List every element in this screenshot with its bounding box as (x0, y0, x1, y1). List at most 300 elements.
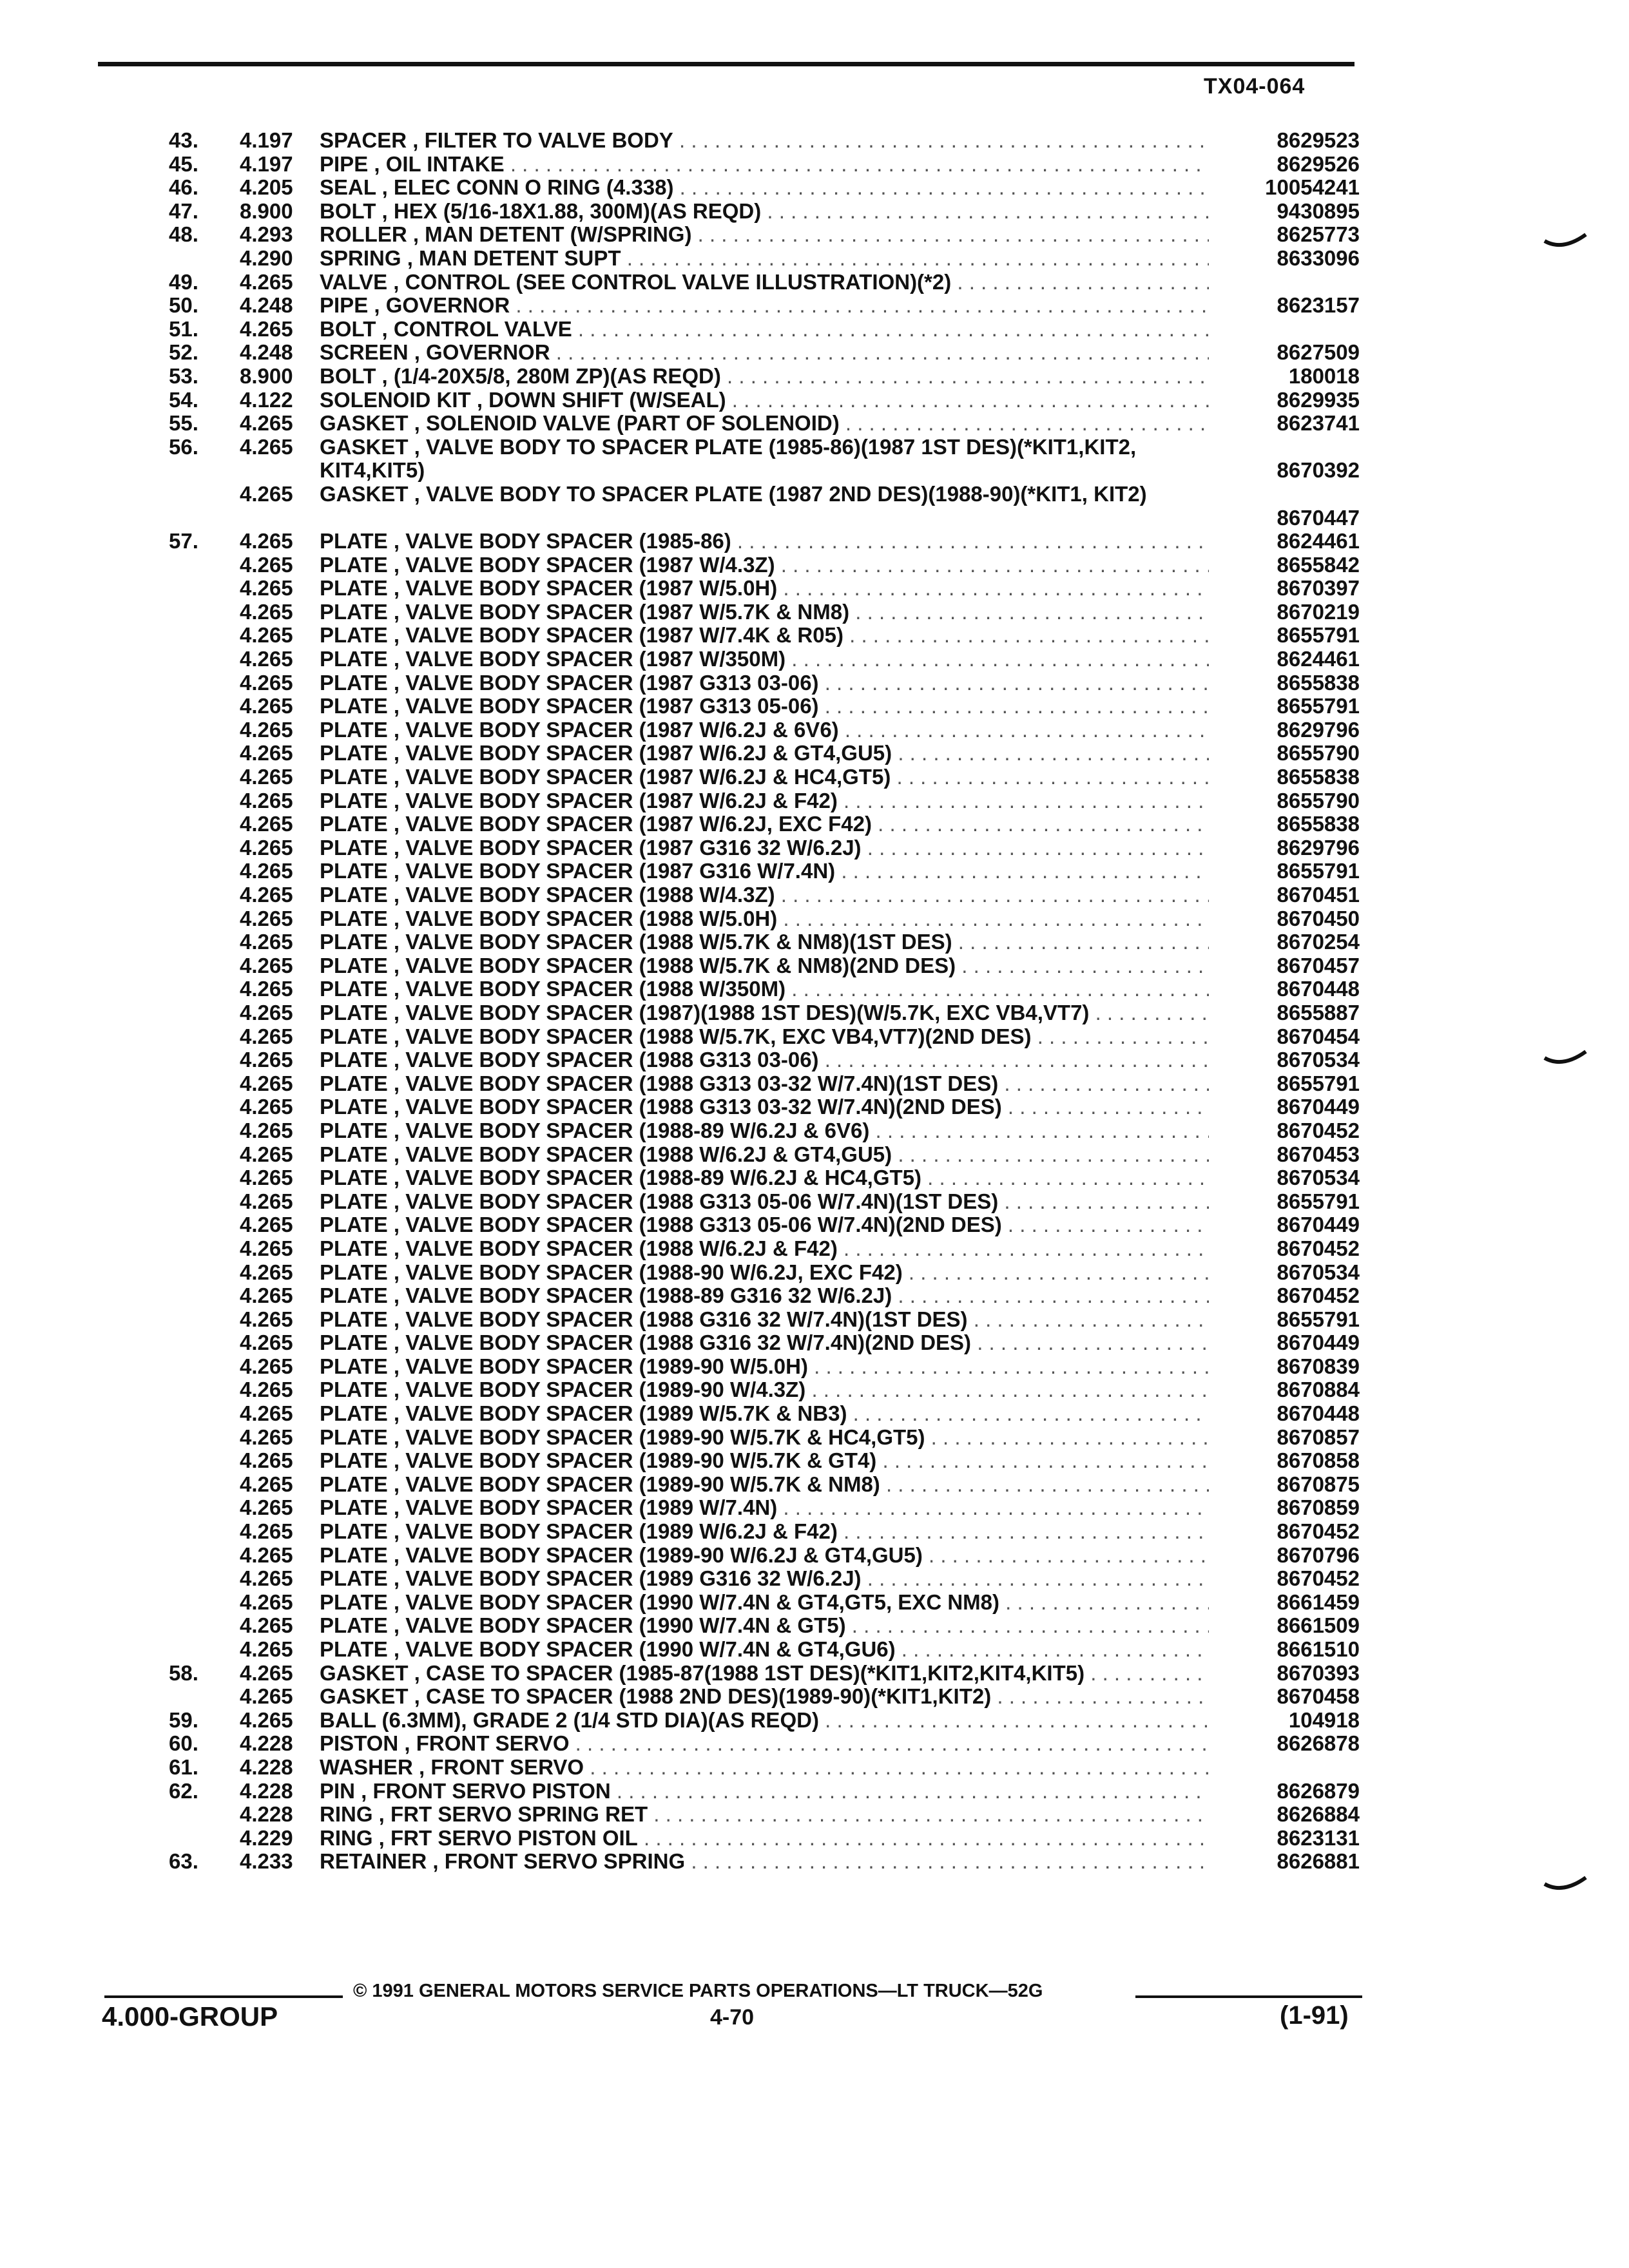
part-description: PLATE , VALVE BODY SPACER (1987 W/6.2J & GT4,GU5) . . . (320, 742, 1209, 765)
part-description: SOLENOID KIT , DOWN SHIFT (W/SEAL) . . . (320, 389, 1209, 412)
part-description: VALVE , CONTROL (SEE CONTROL VALVE ILLUSTRATION)(*2) . . . (320, 271, 1209, 294)
parts-row (0, 930, 1629, 954)
top-rule (98, 62, 1354, 66)
group-number: 4.229 (240, 1825, 293, 1850)
group-number: 4.122 (240, 387, 293, 412)
part-description: RING , FRT SERVO SPRING RET . . . (320, 1803, 1209, 1827)
group-number: 4.265 (240, 741, 293, 765)
part-description: PLATE , VALVE BODY SPACER (1988-89 W/6.2J & HC4,GT5) . . . (320, 1166, 1209, 1190)
part-description: WASHER , FRONT SERVO . . . (320, 1756, 1209, 1780)
group-number: 4.265 (240, 576, 293, 601)
part-number: 8670452 (1277, 1519, 1360, 1544)
part-number: 8655791 (1277, 623, 1360, 648)
part-number: 104918 (1288, 1707, 1360, 1732)
group-number: 4.265 (240, 1707, 293, 1732)
ref-number: 62. (169, 1778, 198, 1803)
parts-row (0, 907, 1629, 931)
part-number: 8661509 (1277, 1613, 1360, 1638)
part-number: 8625773 (1277, 222, 1360, 247)
parts-row (0, 1614, 1629, 1638)
group-number: 4.265 (240, 1283, 293, 1308)
group-number: 4.265 (240, 1613, 293, 1638)
part-description: RING , FRT SERVO PISTON OIL . . . (320, 1827, 1209, 1850)
part-description: PLATE , VALVE BODY SPACER (1987 W/6.2J, EXC F42) . . . (320, 812, 1209, 836)
group-number: 4.265 (240, 812, 293, 836)
parts-row (0, 553, 1629, 577)
part-number: 8670458 (1277, 1684, 1360, 1709)
part-number: 8623157 (1277, 293, 1360, 318)
part-description: PIPE , GOVERNOR . . . (320, 294, 1209, 318)
group-number: 4.265 (240, 1331, 293, 1355)
part-description: BOLT , (1/4-20X5/8, 280M ZP)(AS REQD) . . . (320, 365, 1209, 389)
group-number: 4.265 (240, 1307, 293, 1331)
parts-row (0, 789, 1629, 813)
parts-row (0, 176, 1629, 200)
part-number: 8629523 (1277, 128, 1360, 152)
part-description: PLATE , VALVE BODY SPACER (1990 W/7.4N & GT5) . . . (320, 1614, 1209, 1638)
part-description: PLATE , VALVE BODY SPACER (1987)(1988 1ST DES)(W/5.7K, EXC VB4,VT7) . . . (320, 1001, 1209, 1025)
parts-row (0, 318, 1629, 341)
part-description: PLATE , VALVE BODY SPACER (1989 G316 32 W/6.2J) . . . (320, 1567, 1209, 1591)
group-number: 4.265 (240, 529, 293, 553)
parts-row (0, 1237, 1629, 1261)
ref-number: 52. (169, 340, 198, 365)
part-description: PLATE , VALVE BODY SPACER (1989-90 W/5.7K & HC4,GT5) . . . (320, 1426, 1209, 1450)
part-description: PLATE , VALVE BODY SPACER (1988 G313 03-32 W/7.4N)(2ND DES) . . . (320, 1095, 1209, 1119)
parts-row (0, 294, 1629, 318)
group-number: 4.197 (240, 151, 293, 176)
part-number: 8670453 (1277, 1142, 1360, 1166)
part-number: 8670859 (1277, 1495, 1360, 1520)
group-number: 4.265 (240, 1000, 293, 1024)
part-number: 8629935 (1277, 387, 1360, 412)
group-number: 4.293 (240, 222, 293, 247)
group-number: 4.228 (240, 1754, 293, 1779)
part-description: PLATE , VALVE BODY SPACER (1987 W/7.4K & R05) . . . (320, 624, 1209, 648)
group-number: 4.265 (240, 434, 293, 459)
group-number: 4.205 (240, 175, 293, 200)
footer-page-number: 4-70 (710, 2005, 755, 2030)
parts-row (0, 977, 1629, 1001)
parts-row (0, 1025, 1629, 1049)
group-number: 4.265 (240, 1684, 293, 1709)
ref-number: 55. (169, 411, 198, 436)
parts-row (0, 1308, 1629, 1332)
parts-row (0, 1780, 1629, 1803)
group-number: 4.265 (240, 1495, 293, 1520)
group-number: 4.265 (240, 1142, 293, 1166)
part-number: 8670839 (1277, 1354, 1360, 1378)
part-number: 8670534 (1277, 1260, 1360, 1284)
part-description: PLATE , VALVE BODY SPACER (1987 W/6.2J & 6V6) . . . (320, 718, 1209, 742)
parts-row (0, 601, 1629, 624)
part-description: PLATE , VALVE BODY SPACER (1988 G313 03-32 W/7.4N)(1ST DES) . . . (320, 1072, 1209, 1096)
part-description: PLATE , VALVE BODY SPACER (1990 W/7.4N & GT4,GU6) . . . (320, 1638, 1209, 1662)
part-description: PLATE , VALVE BODY SPACER (1988 W/5.7K & NM8)(2ND DES) . . . (320, 954, 1209, 978)
parts-row (0, 1496, 1629, 1520)
ref-number: 43. (169, 128, 198, 152)
group-number: 4.265 (240, 1448, 293, 1473)
parts-row (0, 883, 1629, 907)
ref-number: 57. (169, 529, 198, 553)
part-description: PLATE , VALVE BODY SPACER (1988 W/350M) . . . (320, 977, 1209, 1001)
group-number: 4.265 (240, 1519, 293, 1544)
part-number: 8633096 (1277, 245, 1360, 270)
group-number: 4.265 (240, 647, 293, 671)
parts-row (0, 1426, 1629, 1450)
parts-row (0, 1567, 1629, 1591)
group-number: 4.265 (240, 1590, 293, 1614)
group-number: 4.265 (240, 670, 293, 695)
parts-row (0, 200, 1629, 224)
part-number: 8655791 (1277, 859, 1360, 883)
part-description: PLATE , VALVE BODY SPACER (1987 W/6.2J & HC4,GT5) . . . (320, 765, 1209, 789)
ref-number: 61. (169, 1754, 198, 1779)
part-description: PLATE , VALVE BODY SPACER (1988 W/4.3Z) . . . (320, 883, 1209, 907)
part-number: 8626879 (1277, 1778, 1360, 1803)
group-number: 4.290 (240, 245, 293, 270)
part-description: PLATE , VALVE BODY SPACER (1988-89 G316 32 W/6.2J) . . . (320, 1284, 1209, 1308)
part-description: PLATE , VALVE BODY SPACER (1987 G313 03-06) . . . (320, 671, 1209, 695)
parts-row (0, 1520, 1629, 1544)
group-number: 4.265 (240, 1260, 293, 1284)
group-number: 4.265 (240, 1472, 293, 1496)
group-number: 4.265 (240, 765, 293, 789)
part-description: GASKET , VALVE BODY TO SPACER PLATE (1985-86)(1987 1ST DES)(*KIT1,KIT2, KIT4,KIT5) (320, 435, 1137, 483)
part-number: 180018 (1288, 363, 1360, 388)
part-description: PLATE , VALVE BODY SPACER (1987 W/6.2J & F42) . . . (320, 789, 1209, 813)
part-number: 8655838 (1277, 670, 1360, 695)
part-description: PLATE , VALVE BODY SPACER (1987 G313 05-06) . . . (320, 695, 1209, 718)
part-number: 8670254 (1277, 930, 1360, 954)
parts-row (0, 718, 1629, 742)
part-description: PLATE , VALVE BODY SPACER (1989-90 W/5.0H) . . . (320, 1355, 1209, 1379)
part-description: PIN , FRONT SERVO PISTON . . . (320, 1780, 1209, 1803)
part-description: PLATE , VALVE BODY SPACER (1988 G316 32 W/7.4N)(2ND DES) . . . (320, 1331, 1209, 1355)
parts-row (0, 412, 1629, 436)
parts-row (0, 365, 1629, 389)
parts-row (0, 1756, 1629, 1780)
part-number: 8670392 (1277, 458, 1360, 483)
parts-row (0, 483, 1629, 530)
part-number: 8627509 (1277, 340, 1360, 365)
parts-row (0, 153, 1629, 177)
part-description: PLATE , VALVE BODY SPACER (1987 W/5.7K & NM8) . . . (320, 601, 1209, 624)
part-description: PLATE , VALVE BODY SPACER (1987 W/4.3Z) . . . (320, 553, 1209, 577)
parts-row (0, 812, 1629, 836)
part-description: PLATE , VALVE BODY SPACER (1988 W/6.2J & GT4,GU5) . . . (320, 1143, 1209, 1167)
part-description: PLATE , VALVE BODY SPACER (1989 W/7.4N) . . . (320, 1496, 1209, 1520)
part-number: 8670457 (1277, 953, 1360, 977)
part-description: PLATE , VALVE BODY SPACER (1989-90 W/5.7K & GT4) . . . (320, 1449, 1209, 1473)
part-description: PLATE , VALVE BODY SPACER (1990 W/7.4N & GT4,GT5, EXC NM8) . . . (320, 1591, 1209, 1615)
part-description: BOLT , HEX (5/16-18X1.88, 300M)(AS REQD) . . . (320, 200, 1209, 224)
parts-row (0, 436, 1629, 483)
part-number: 8655838 (1277, 812, 1360, 836)
ref-number: 50. (169, 293, 198, 318)
part-description: PLATE , VALVE BODY SPACER (1988 G313 05-06 W/7.4N)(1ST DES) . . . (320, 1190, 1209, 1214)
parts-row (0, 1709, 1629, 1733)
group-number: 4.265 (240, 1401, 293, 1426)
part-description: PLATE , VALVE BODY SPACER (1989-90 W/4.3Z) . . . (320, 1378, 1209, 1402)
group-number: 4.265 (240, 1425, 293, 1449)
part-number: 9430895 (1277, 198, 1360, 223)
part-number: 10054241 (1265, 175, 1360, 200)
part-number: 8670449 (1277, 1331, 1360, 1355)
group-number: 8.900 (240, 198, 293, 223)
group-number: 4.265 (240, 269, 293, 294)
parts-row (0, 129, 1629, 153)
parts-row (0, 624, 1629, 648)
parts-row (0, 1001, 1629, 1025)
parts-row (0, 860, 1629, 883)
group-number: 4.265 (240, 953, 293, 977)
parts-row (0, 1402, 1629, 1426)
part-number: 8670447 (1277, 505, 1360, 530)
parts-row (0, 1638, 1629, 1662)
parts-row (0, 1732, 1629, 1756)
part-number: 8670448 (1277, 1401, 1360, 1426)
ref-number: 63. (169, 1849, 198, 1874)
part-number: 8670857 (1277, 1425, 1360, 1449)
group-number: 4.265 (240, 906, 293, 930)
part-number: 8670449 (1277, 1213, 1360, 1237)
part-description: GASKET , VALVE BODY TO SPACER PLATE (1987 2ND DES)(1988-90)(*KIT1, KIT2) (320, 482, 1147, 506)
part-number: 8655791 (1277, 1307, 1360, 1331)
group-number: 4.248 (240, 340, 293, 365)
part-number: 8670393 (1277, 1660, 1360, 1685)
parts-row (0, 836, 1629, 860)
part-description: ROLLER , MAN DETENT (W/SPRING) . . . (320, 223, 1209, 247)
part-description: PLATE , VALVE BODY SPACER (1989-90 W/6.2J & GT4,GU5) . . . (320, 1544, 1209, 1568)
part-description: GASKET , CASE TO SPACER (1985-87(1988 1ST DES)(*KIT1,KIT2,KIT4,KIT5) . . . (320, 1662, 1209, 1686)
part-description: PLATE , VALVE BODY SPACER (1988-89 W/6.2J & 6V6) . . . (320, 1119, 1209, 1143)
parts-row (0, 1048, 1629, 1072)
group-number: 4.265 (240, 788, 293, 812)
part-description: SEAL , ELEC CONN O RING (4.338) . . . (320, 176, 1209, 200)
group-number: 4.265 (240, 1354, 293, 1378)
part-number: 8670858 (1277, 1448, 1360, 1473)
parts-row (0, 648, 1629, 671)
parts-row (0, 1095, 1629, 1119)
part-description: PLATE , VALVE BODY SPACER (1989 W/5.7K & NB3) . . . (320, 1402, 1209, 1426)
part-number: 8629796 (1277, 835, 1360, 860)
part-number: 8670875 (1277, 1472, 1360, 1496)
ref-number: 48. (169, 222, 198, 247)
parts-row (0, 341, 1629, 365)
parts-row (0, 1544, 1629, 1568)
part-number: 8670452 (1277, 1236, 1360, 1260)
group-number: 4.265 (240, 1189, 293, 1213)
parts-row (0, 1685, 1629, 1709)
parts-row (0, 1331, 1629, 1355)
parts-row (0, 1284, 1629, 1308)
group-number: 4.265 (240, 1566, 293, 1591)
part-description: GASKET , SOLENOID VALVE (PART OF SOLENOID) . . . (320, 412, 1209, 436)
footer-copyright: © 1991 GENERAL MOTORS SERVICE PARTS OPERATIONS—LT TRUCK—52G (353, 1981, 1043, 2001)
group-number: 4.265 (240, 411, 293, 436)
parts-row (0, 1213, 1629, 1237)
binder-mark (1543, 1875, 1588, 1894)
ref-number: 49. (169, 269, 198, 294)
part-description: PLATE , VALVE BODY SPACER (1988-90 W/6.2J, EXC F42) . . . (320, 1261, 1209, 1285)
parts-row (0, 954, 1629, 978)
part-description: PLATE , VALVE BODY SPACER (1988 W/5.0H) . . . (320, 907, 1209, 931)
group-number: 4.265 (240, 977, 293, 1001)
parts-row (0, 1166, 1629, 1190)
ref-number: 46. (169, 175, 198, 200)
parts-row (0, 271, 1629, 294)
part-description: PLATE , VALVE BODY SPACER (1989 W/6.2J & F42) . . . (320, 1520, 1209, 1544)
part-number: 8670534 (1277, 1166, 1360, 1190)
ref-number: 51. (169, 316, 198, 341)
group-number: 4.265 (240, 1213, 293, 1237)
part-number: 8670450 (1277, 906, 1360, 930)
group-number: 8.900 (240, 363, 293, 388)
parts-row (0, 389, 1629, 412)
part-description: PLATE , VALVE BODY SPACER (1985-86) . . . (320, 530, 1209, 553)
part-description: PISTON , FRONT SERVO . . . (320, 1732, 1209, 1756)
part-number: 8670884 (1277, 1378, 1360, 1402)
group-number: 4.265 (240, 930, 293, 954)
ref-number: 47. (169, 198, 198, 223)
group-number: 4.265 (240, 1542, 293, 1567)
binder-mark (1543, 1049, 1588, 1068)
part-number: 8661459 (1277, 1590, 1360, 1614)
ref-number: 60. (169, 1731, 198, 1756)
part-number: 8629526 (1277, 151, 1360, 176)
part-number: 8655790 (1277, 788, 1360, 812)
parts-row (0, 1662, 1629, 1686)
part-number: 8670397 (1277, 576, 1360, 601)
part-number: 8623131 (1277, 1825, 1360, 1850)
part-number: 8626884 (1277, 1802, 1360, 1827)
group-number: 4.228 (240, 1731, 293, 1756)
part-number: 8670449 (1277, 1095, 1360, 1119)
part-description: GASKET , CASE TO SPACER (1988 2ND DES)(1989-90)(*KIT1,KIT2) . . . (320, 1685, 1209, 1709)
group-number: 4.265 (240, 859, 293, 883)
ref-number: 45. (169, 151, 198, 176)
group-number: 4.197 (240, 128, 293, 152)
part-number: 8670452 (1277, 1283, 1360, 1308)
part-description: PLATE , VALVE BODY SPACER (1988 W/6.2J & F42) . . . (320, 1237, 1209, 1261)
parts-row (0, 1378, 1629, 1402)
group-number: 4.265 (240, 481, 293, 506)
ref-number: 56. (169, 434, 198, 459)
parts-row (0, 742, 1629, 765)
group-number: 4.265 (240, 835, 293, 860)
parts-row (0, 1591, 1629, 1615)
group-number: 4.265 (240, 1071, 293, 1095)
part-description: SPRING , MAN DETENT SUPT . . . (320, 247, 1209, 271)
group-number: 4.265 (240, 1236, 293, 1260)
parts-row (0, 1803, 1629, 1827)
part-description: PLATE , VALVE BODY SPACER (1987 W/350M) . . . (320, 648, 1209, 671)
group-number: 4.265 (240, 1166, 293, 1190)
part-number: 8655887 (1277, 1000, 1360, 1024)
part-number: 8655790 (1277, 741, 1360, 765)
part-number: 8655838 (1277, 765, 1360, 789)
part-number: 8670454 (1277, 1024, 1360, 1048)
part-description: PLATE , VALVE BODY SPACER (1988 G316 32 W/7.4N)(1ST DES) . . . (320, 1308, 1209, 1332)
group-number: 4.265 (240, 552, 293, 577)
part-number: 8655791 (1277, 1071, 1360, 1095)
part-number: 8626881 (1277, 1849, 1360, 1874)
group-number: 4.265 (240, 1095, 293, 1119)
group-number: 4.233 (240, 1849, 293, 1874)
group-number: 4.265 (240, 1048, 293, 1072)
part-number: 8655791 (1277, 1189, 1360, 1213)
group-number: 4.248 (240, 293, 293, 318)
group-number: 4.228 (240, 1802, 293, 1827)
group-number: 4.265 (240, 1660, 293, 1685)
group-number: 4.265 (240, 883, 293, 907)
footer-rule-right (1135, 1995, 1362, 1998)
part-number: 8655791 (1277, 694, 1360, 718)
part-description: SCREEN , GOVERNOR . . . (320, 341, 1209, 365)
group-number: 4.265 (240, 1024, 293, 1048)
parts-row (0, 1355, 1629, 1379)
part-number: 8670796 (1277, 1542, 1360, 1567)
part-number: 8670452 (1277, 1118, 1360, 1142)
parts-row (0, 1072, 1629, 1096)
part-number: 8670534 (1277, 1048, 1360, 1072)
footer-date: (1-91) (1280, 2001, 1349, 2030)
parts-list (0, 129, 1629, 1874)
ref-number: 54. (169, 387, 198, 412)
parts-row (0, 1119, 1629, 1143)
parts-row (0, 1850, 1629, 1874)
part-description: BALL (6.3MM), GRADE 2 (1/4 STD DIA)(AS REQD) . . . (320, 1709, 1209, 1733)
part-description: PLATE , VALVE BODY SPACER (1988 W/5.7K, EXC VB4,VT7)(2ND DES) . . . (320, 1025, 1209, 1049)
group-number: 4.228 (240, 1778, 293, 1803)
part-description: RETAINER , FRONT SERVO SPRING . . . (320, 1850, 1209, 1874)
part-number: 8629796 (1277, 717, 1360, 742)
part-number: 8655842 (1277, 552, 1360, 577)
group-number: 4.265 (240, 717, 293, 742)
parts-row (0, 247, 1629, 271)
parts-row (0, 671, 1629, 695)
part-description: SPACER , FILTER TO VALVE BODY . . . (320, 129, 1209, 153)
parts-row (0, 765, 1629, 789)
part-number: 8623741 (1277, 411, 1360, 436)
group-number: 4.265 (240, 694, 293, 718)
document-id: TX04-064 (1204, 74, 1306, 99)
part-number: 8626878 (1277, 1731, 1360, 1756)
part-description: PLATE , VALVE BODY SPACER (1988 G313 03-06) . . . (320, 1048, 1209, 1072)
part-description: PLATE , VALVE BODY SPACER (1988 W/5.7K & NM8)(1ST DES) . . . (320, 930, 1209, 954)
part-number: 8670451 (1277, 883, 1360, 907)
part-description: PIPE , OIL INTAKE . . . (320, 153, 1209, 177)
part-number: 8670452 (1277, 1566, 1360, 1591)
group-number: 4.265 (240, 316, 293, 341)
group-number: 4.265 (240, 1118, 293, 1142)
group-number: 4.265 (240, 599, 293, 624)
ref-number: 58. (169, 1660, 198, 1685)
part-number: 8670219 (1277, 599, 1360, 624)
part-description: PLATE , VALVE BODY SPACER (1987 G316 W/7.4N) . . . (320, 860, 1209, 883)
part-number: 8624461 (1277, 647, 1360, 671)
part-description: PLATE , VALVE BODY SPACER (1987 G316 32 W/6.2J) . . . (320, 836, 1209, 860)
part-description: PLATE , VALVE BODY SPACER (1988 G313 05-06 W/7.4N)(2ND DES) . . . (320, 1213, 1209, 1237)
parts-row (0, 695, 1629, 718)
parts-row (0, 1473, 1629, 1497)
footer-group: 4.000-GROUP (102, 2001, 278, 2032)
part-number: 8670448 (1277, 977, 1360, 1001)
group-number: 4.265 (240, 623, 293, 648)
parts-row (0, 1190, 1629, 1214)
parts-row (0, 530, 1629, 553)
